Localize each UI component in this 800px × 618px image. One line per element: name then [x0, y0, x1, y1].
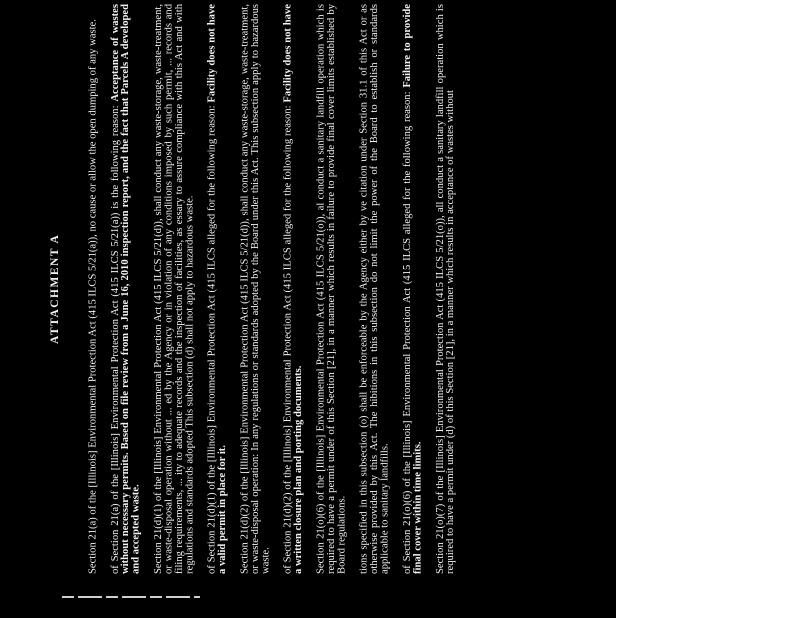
- paragraph-21d1-violation: of Section 21(d)(1) of the [Illinois] Environmental Protection Act (415 ILCS alleged for the following reason: Facility does not have a valid permit in place for it.: [206, 4, 229, 574]
- paragraph-21o-enforcement: tions specified in this subsection (o) shall be enforceable by the Agency either by ve citation under Section 31.1 of this Act or as otherwise provided by this Act. The hibitions in this subsection do not limit the power of the Board to establish or standards applicable to sanitary landfills.: [358, 4, 391, 574]
- scan-artifact-line: [62, 596, 200, 598]
- rotated-document: [50, 4, 574, 574]
- violation-reason: Acceptance of wastes without necessary permits. Based on file review from a June 16, 2010 inspection report, and the fact that Parcels A developed and accepted waste.: [109, 4, 142, 574]
- violation-reason: Facility does not have a written closure plan and porting documents.: [282, 4, 305, 574]
- paragraph-21a-statute: Section 21(a) of the [Illinois] Environmental Protection Act (415 ILCS 5/21(a)), no cause or allow the open dumping of any waste.: [87, 19, 99, 574]
- paragraph-21d1-statute: Section 21(d)(1) of the [Illinois] Environmental Protection Act (415 ILCS 5/21(d)), shall conduct any waste-storage, waste-treatment, or waste-disposal operation without ... ed by the Agency or in violation of any conditions imposed by such permit, ... records and filing requirements, ... ity to adequate records and the inspection of facilities, as essary to assure compliance with this Act and with regulations and standards adopted This subsection (d) shall not apply to hazardous waste.: [153, 4, 196, 574]
- document-heading: ATTACHMENT A: [49, 233, 61, 345]
- paragraph-21o6-statute: Section 21(o)(6) of the [Illinois] Environmental Protection Act (415 ILCS 5/21(o)), al conduct a sanitary landfill operation which is required to have a permit under of this Section [21], in a manner which results in failure to provide final cover limits established by Board regulations.: [315, 4, 348, 574]
- paragraph-21d2-statute: Section 21(d)(2) of the [Illinois] Environmental Protection Act (415 ILCS 5/21(d)), shall conduct any waste-storage, waste-treatment, or waste-disposal operation: In any regulations or standards adopted by the Board under this Act. This subsection apply to hazardous waste.: [239, 4, 272, 574]
- paragraph-21o7-statute: Section 21(o)(7) of the [Illinois] Environmental Protection Act (415 ILCS 5/21(o)), all conduct a sanitary landfill operation which is required to have a permit under (d) of this Section [21], in a manner which results in acceptance of wastes without: [434, 4, 457, 574]
- paragraph-21d2-violation: of Section 21(d)(2) of the [Illinois] Environmental Protection Act (415 ILCS alleged for the following reason: Facility does not have a written closure plan and porting documents.: [282, 4, 305, 574]
- paragraph-21a-violation: of Section 21(a) of the [Illinois] Environmental Protection Act (415 ILCS 5/21(a)) is the following reason: Acceptance of wastes without necessary permits. Based on file review from a June 16, 2010 inspection report, and the fact that Parcels A developed and accepted waste.: [109, 4, 142, 574]
- violation-reason: Failure to provide final cover within time limits.: [401, 4, 424, 574]
- paragraph-21o6-violation: of Section 21(o)(6) of the [Illinois] Environmental Protection Act (415 ILCS alleged for the following reason: Failure to provide final cover within time limits.: [401, 4, 424, 574]
- violation-reason: Facility does not have a valid permit in place for it.: [206, 4, 229, 574]
